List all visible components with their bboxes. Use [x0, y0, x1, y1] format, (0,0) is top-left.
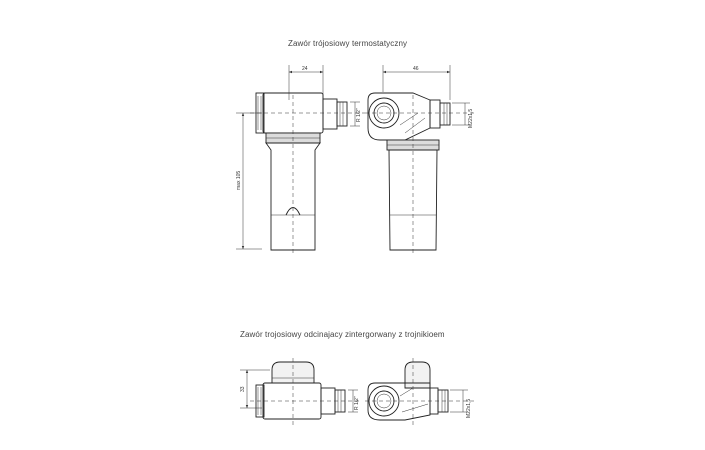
- dim-height-max: max 105: [236, 170, 242, 190]
- dim-height-bottom: 33: [240, 386, 246, 392]
- top-side-view: [236, 65, 365, 255]
- dim-thread-outlet-bottom: M22x1,5: [466, 398, 472, 418]
- top-diagram-title: Zawór trójosiowy termostatyczny: [288, 39, 408, 48]
- dim-width-side: 24: [302, 66, 308, 72]
- top-front-view: [365, 65, 475, 255]
- bottom-front-view: [365, 358, 475, 425]
- bottom-side-view: [240, 358, 360, 425]
- bottom-diagram-title: Zawór trojosiowy odcinajacy zintergorwany z trojnikioem: [240, 330, 445, 339]
- dim-width-front: 46: [413, 66, 419, 72]
- dim-thread-inlet-top: R 1/2": [356, 108, 362, 122]
- dim-thread-inlet-bottom: R 1/2": [354, 396, 360, 410]
- dim-thread-outlet-top: M22x1,5: [468, 108, 474, 128]
